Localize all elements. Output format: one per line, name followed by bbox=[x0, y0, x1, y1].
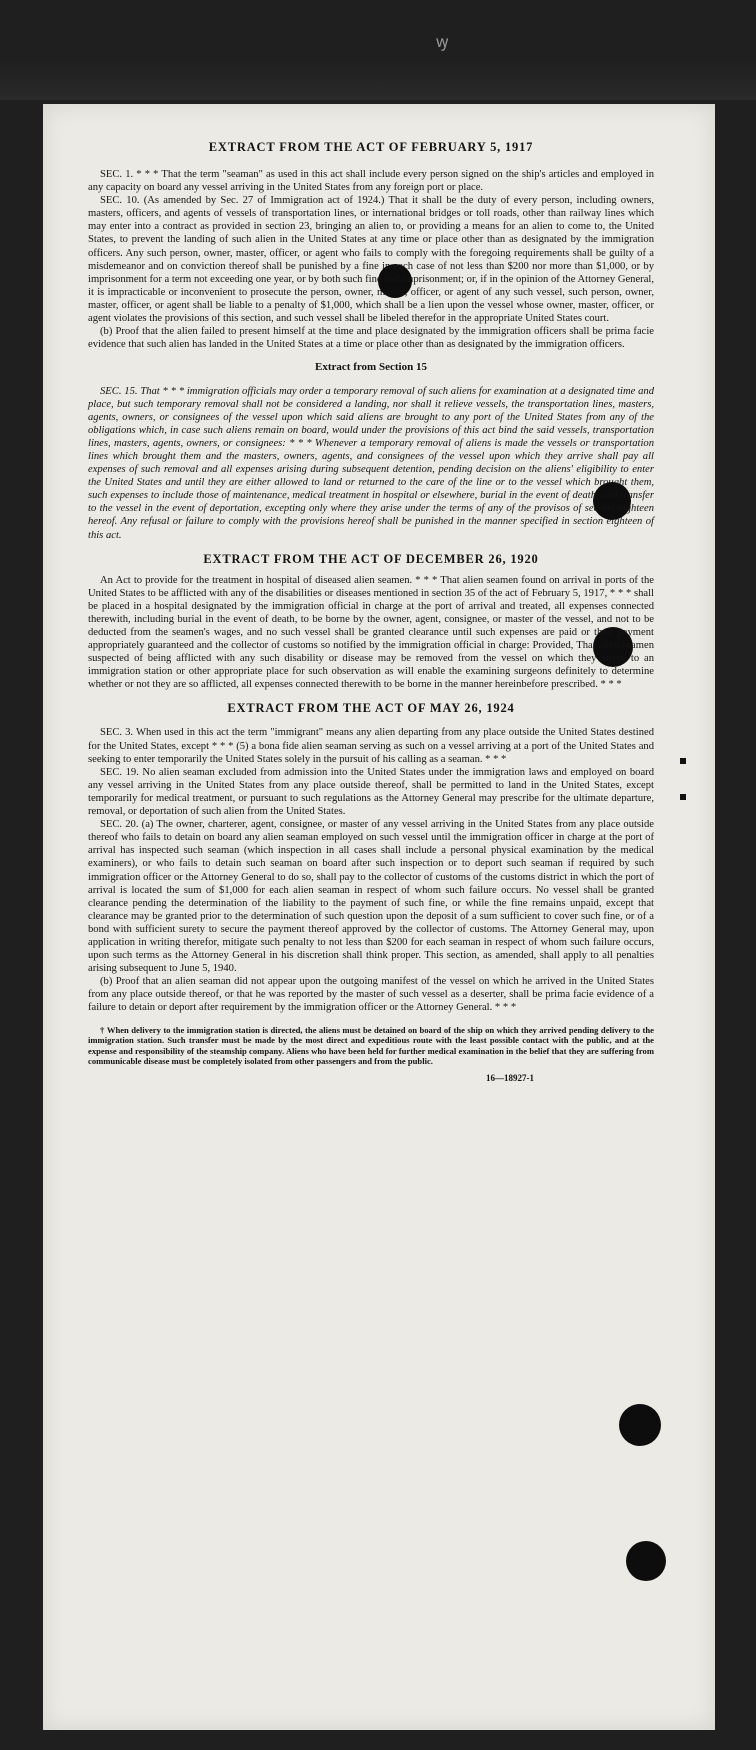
paragraph-sec-15: SEC. 15. That * * * immigration officials may order a temporary removal of such aliens for examination at a designated time and place, but such temporary removal shall not be considered a landing, nor shall it relieve vessels, the transportation lines, masters, agents, owners, or consignees of the vessel upon which said aliens are brought to any port of the United States from any of the obligations which, in case such aliens remain on board, would under the provisions of this act bind the said vessels, transportation lines, masters, agents, owners, or consignees: * * * Whenever a temporary removal of aliens is made the vessels or transportation lines which brought them and the masters, owners, agents, and consignees of the vessel upon which they arrive shall pay all expenses of such removal and all expenses arising during subsequent detention, pending decision on the aliens' eligibility to enter the United States and until they are either allowed to land or returned to the care of the line or to the vessel which brought them, such expenses to include those of maintenance, medical treatment in hospital or elsewhere, burial in the event of death, and transfer to the vessel in the event of deportation, excepting only where they arise under the terms of any of the provisos of section eighteen hereof. Any refusal or failure to comply with the provisions hereof shall be punished in the manner specified in section eighteen of this act. bbox=[88, 385, 654, 541]
margin-mark bbox=[680, 794, 686, 800]
paragraph-sec-10-b: (b) Proof that the alien failed to present himself at the time and place designated by the immigration officers shall be prima facie evidence that such alien has landed in the United States at a time or place other than as designated by the immigration officers. bbox=[88, 326, 654, 351]
form-number: 16—18927-1 bbox=[486, 1072, 534, 1083]
paragraph-sec-20-a: SEC. 20. (a) The owner, charterer, agent, consignee, or master of any vessel arriving in the United States from any place outside thereof who fails to detain on board any alien seaman employed on such vessel until the immigration officer in charge at the port of arrival has inspected such seaman (which inspection in all cases shall include a personal physical examination by the medical examiners), or who fails to detain such seaman on board after such inspection or to deport such seaman if required by such immigration officer or the Attorney General to do so, shall pay to the collector of customs of the customs district in which the port of arrival is located the sum of $1,000 for each alien seaman in respect of whom such failure occurs. No vessel shall be granted clearance pending the determination of the liability to the payment of such fine, or while the fine remains unpaid, except that clearance may be granted prior to the determination of such question upon the deposit of a sum sufficient to cover such fine, or of a bond with sufficient surety to secure the payment thereof approved by the collector of customs. The Attorney General may, upon application in writing therefor, mitigate such penalty to not less than $200 for each seaman in respect of whom such failure occurs, upon such terms as the Attorney General in his discretion shall think proper. This section, as amended, shall apply to all penalties arising subsequent to June 5, 1940. bbox=[88, 819, 654, 975]
section-heading-1920: EXTRACT FROM THE ACT OF DECEMBER 26, 1920 bbox=[203, 551, 539, 566]
section-heading-1924: EXTRACT FROM THE ACT OF MAY 26, 1924 bbox=[227, 701, 515, 716]
scan-background-strip bbox=[0, 60, 756, 100]
paragraph-sec-10: SEC. 10. (As amended by Sec. 27 of Immigration act of 1924.) That it shall be the duty of every person, including owners, masters, officers, and agents of vessels of transportation lines, or international bridges or toll roads, other than railway lines which may enter into a contract as provided in section 23, bringing an alien to, or providing a means for an alien to come to, the United States, to prevent the landing of such alien in the United States at any time or place other than as designated by the immigration officers. Any such person, owner, master, officer, or agent who fails to comply with the foregoing requirements shall be guilty of a misdemeanor and on conviction thereof shall be punished by a fine in each case of not less than $200 nor more than $1,000, or by imprisonment for a term not exceeding one year, or by both such fine and imprisonment; or, if in the opinion of the Attorney General, it is impracticable or inconvenient to prosecute the person, owner, master, officer, or agent of any such vessel, such person, owner, master, officer, or agent shall be liable to a penalty of $1,000, which shall be a lien upon the vessel whose owner, master, officer, or agent violates the provisions of this section, and such vessel shall be libeled therefor in the appropriate United States court. bbox=[88, 195, 654, 325]
subheading-section-15: Extract from Section 15 bbox=[315, 361, 427, 374]
footnote bbox=[88, 1025, 654, 1067]
punch-hole bbox=[619, 1404, 661, 1446]
footnote-text: † When delivery to the immigration station is directed, the aliens must be detained on board of the ship on which they arrived pending delivery to the immigration station. Such transfer must be made by the most direct and expeditious route with the least possible contact with the public, and at the expense and responsibility of the steamship company. Aliens who have been held for further medical examination in the belief that they are suffering from communicable disease must be completely isolated from other passengers and from the public. bbox=[88, 1024, 654, 1067]
section-heading-1917: EXTRACT FROM THE ACT OF FEBRUARY 5, 1917 bbox=[208, 140, 534, 154]
paragraph-sec-3: SEC. 3. When used in this act the term "immigrant" means any alien departing from any place outside the United States destined for the United States, except * * * (5) a bona fide alien seaman serving as such on a vessel arriving at a port of the United States and seeking to enter temporarily the United States solely in the pursuit of his calling as a seaman. * * * bbox=[88, 727, 654, 765]
paragraph-sec-20-b: (b) Proof that an alien seaman did not appear upon the outgoing manifest of the vessel on which he arrived in the United States from any place outside thereof, or that he was reported by the master of such vessel as a deserter, shall be prima facie evidence of a failure to detain or deport after requirement by the immigration officer or the Attorney General. * * * bbox=[88, 976, 654, 1014]
paragraph-sec-19: SEC. 19. No alien seaman excluded from admission into the United States under the immigration laws and employed on board any vessel arriving in the United States from any place outside thereof, shall be permitted to land in the United States, except temporarily for medical treatment, or pursuant to such regulations as the Attorney General may prescribe for the ultimate departure, removal, or deportation of such alien from the United States. bbox=[88, 766, 654, 818]
paragraph-sec-1: SEC. 1. * * * That the term "seaman" as used in this act shall include every person signed on the ship's articles and employed in any capacity on board any vessel arriving in the United States from any foreign port or place. bbox=[88, 169, 654, 194]
top-handwritten-mark: ꝡ bbox=[436, 32, 449, 51]
paragraph-act-1920: An Act to provide for the treatment in hospital of diseased alien seamen. * * * That alien seamen found on arrival in ports of the United States to be afflicted with any of the disabilities or diseases mentioned in section 35 of the act of February 5, 1917, * * * shall be placed in a hospital designated by the immigration official in charge at the port of arrival and treated, all expenses connected therewith, including burial in the event of death, to be borne by the owner, agent, consignee, or master of the vessel, and not to be deducted from the seamen's wages, and no such vessel shall be granted clearance until such expenses are paid or their payment appropriately guaranteed and the collector of customs so notified by the immigration official in charge: Provided, That alien seamen suspected of being afflicted with any such disability or disease may be removed from the vessel on which they arrive to an immigration station or other appropriate place for such observation as will enable the examining surgeons definitely to determine whether or not they are so afflicted, all expenses connected therewith to be borne in the manner hereinbefore prescribed. * * * bbox=[88, 574, 654, 691]
document-text bbox=[88, 140, 654, 1083]
punch-hole bbox=[626, 1541, 666, 1581]
margin-mark bbox=[680, 758, 686, 764]
